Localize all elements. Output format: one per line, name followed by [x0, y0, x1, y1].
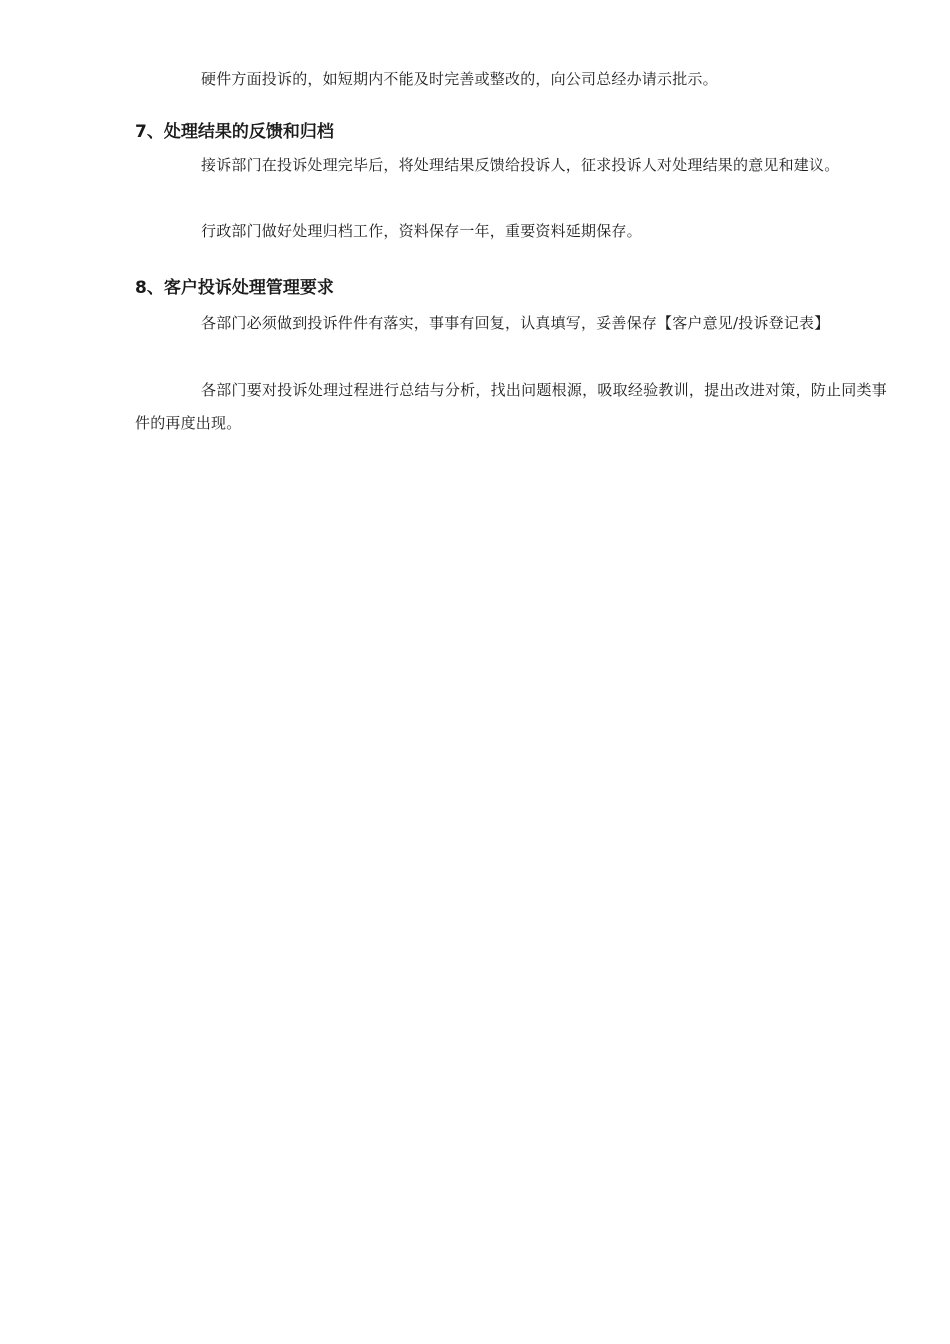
section-7-paragraph-1: 接诉部门在投诉处理完毕后，将处理结果反馈给投诉人，征求投诉人对处理结果的意见和建议。	[201, 156, 840, 174]
section-8-number: 8	[135, 278, 147, 298]
section-7-title: 、处理结果的反馈和归档	[146, 122, 334, 142]
section-7-heading	[135, 120, 334, 144]
section-7-number: 7	[135, 122, 147, 142]
section-8-title: 、客户投诉处理管理要求	[146, 278, 334, 298]
section-8-heading	[135, 276, 334, 300]
section-8-paragraph-2: 各部门要对投诉处理过程进行总结与分析，找出问题根源，吸取经验教训，提出改进对策，防止同类事件的再度出现。	[135, 381, 887, 432]
section-8-paragraph-1: 各部门必须做到投诉件件有落实，事事有回复，认真填写，妥善保存【客户意见/投诉登记表】	[201, 314, 830, 332]
section-7-paragraph-2: 行政部门做好处理归档工作，资料保存一年，重要资料延期保存。	[201, 222, 642, 240]
intro-paragraph: 硬件方面投诉的，如短期内不能及时完善或整改的，向公司总经办请示批示。	[201, 70, 718, 88]
